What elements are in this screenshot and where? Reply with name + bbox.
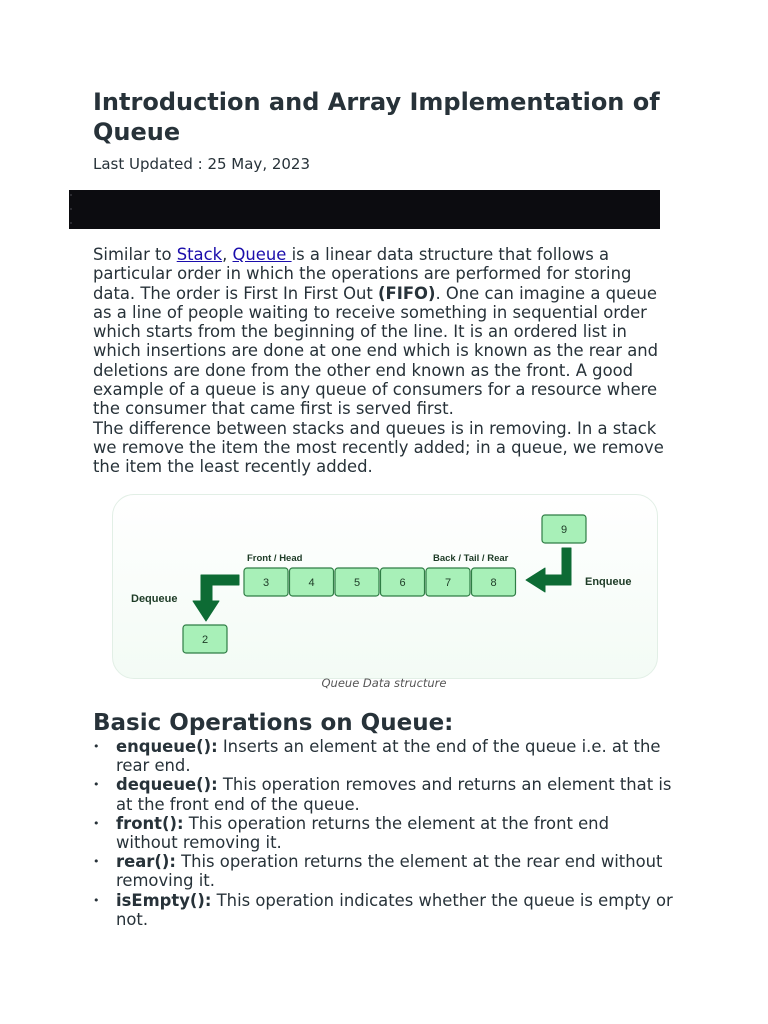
- operation-item: [93, 852, 673, 890]
- operation-description: This operation indicates whether the queue is empty or not.: [116, 890, 673, 929]
- bullet-icon: •: [93, 855, 100, 869]
- operation-item: [93, 814, 673, 852]
- operation-name: front():: [116, 813, 184, 833]
- bullet-icon: •: [93, 740, 100, 753]
- queue-cell-value: 3: [262, 577, 270, 589]
- intro-text-end: . One can imagine a queue as a line of people waiting to receive something in sequential order which starts from the beginning of the line. It is an ordered list in which insertions are done at one end which is known as the rear and deletions are done from the other end known as the front. A good example of a queue is any queue of consumers for a resource where the consumer that came first is served first.: [93, 283, 659, 419]
- bullet-icon: •: [93, 778, 100, 792]
- intro-comma: ,: [222, 245, 233, 264]
- operation-name: isEmpty():: [116, 890, 212, 910]
- intro-paragraph: [93, 245, 673, 477]
- removed-value: 2: [201, 634, 209, 646]
- difference-text: The difference between stacks and queues is in removing. In a stack we remove the item the most recently added; in a queue, we remove the item the least recently added.: [93, 418, 664, 477]
- basic-ops-title: Basic Operations on Queue:: [93, 710, 454, 736]
- intro-text-start: Similar to: [93, 245, 177, 264]
- fifo-bold: (FIFO): [378, 283, 436, 303]
- operation-item: [93, 737, 673, 775]
- bullet-icon: •: [93, 816, 100, 830]
- queue-figure: [112, 494, 658, 679]
- queue-cell-value: 8: [490, 577, 497, 589]
- operation-description: This operation returns the element at the front end without removing it.: [116, 813, 609, 853]
- operation-description: This operation removes and returns an element that is at the front end of the queue.: [116, 775, 672, 814]
- operation-name: dequeue():: [116, 775, 218, 795]
- queue-cell-value: 6: [399, 577, 406, 589]
- operations-list: [93, 737, 673, 929]
- operation-name: enqueue():: [116, 737, 218, 756]
- queue-cell-value: 7: [444, 577, 452, 589]
- operation-item: [93, 775, 673, 813]
- last-updated: Last Updated : 25 May, 2023: [93, 155, 311, 173]
- queue-cell-value: 4: [308, 577, 315, 589]
- back-label: Back / Tail / Rear: [433, 553, 509, 564]
- operation-description: This operation returns the element at the rear end without removing it.: [116, 852, 663, 891]
- page-title: Introduction and Array Implementation of Queue: [93, 88, 660, 146]
- front-label: Front / Head: [247, 553, 303, 564]
- operation-name: rear():: [116, 852, 176, 872]
- dark-banner: [69, 190, 660, 229]
- operation-description: Inserts an element at the end of the queue i.e. at the rear end.: [116, 737, 661, 776]
- dequeue-label: Dequeue: [131, 593, 178, 605]
- dequeue-arrow: [193, 575, 239, 621]
- queue-cells: [244, 568, 516, 596]
- enqueue-arrow: [526, 548, 571, 592]
- queue-link[interactable]: Queue: [232, 245, 292, 264]
- queue-cell-value: 5: [353, 577, 361, 589]
- queue-diagram: [113, 495, 657, 678]
- banner-dots: [69, 194, 73, 236]
- figure-caption: Queue Data structure: [321, 676, 447, 690]
- operation-item: [93, 891, 673, 929]
- intro-text-mid: is a linear data structure that follows a particular order in which the operations are performed for storing data. The order is First In First Out: [93, 245, 632, 303]
- stack-link[interactable]: Stack: [176, 245, 223, 264]
- bullet-icon: •: [93, 893, 100, 907]
- enqueue-label: Enqueue: [585, 576, 632, 588]
- incoming-value: 9: [560, 524, 568, 536]
